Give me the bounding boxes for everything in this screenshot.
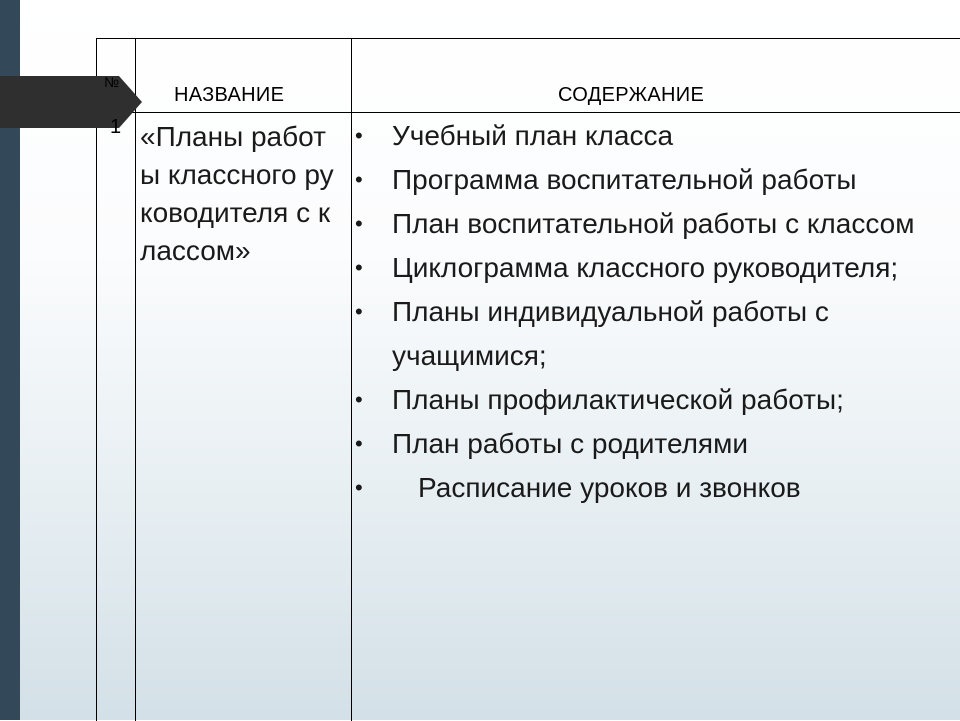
row-name: «Планы работы классного руководителя с классом»	[140, 121, 334, 266]
list-item: • Планы индивидуальной работы с учащимися;	[352, 290, 952, 378]
column-divider	[135, 39, 136, 721]
header-content: СОДЕРЖАНИЕ	[558, 84, 705, 106]
list-item: • Планы профилактической работы;	[352, 378, 952, 422]
list-item: • План воспитательной работы с классом	[352, 202, 952, 246]
header-divider	[97, 112, 960, 113]
list-item: • Программа воспитательной работы	[352, 158, 952, 202]
row-number: 1	[110, 116, 122, 138]
content-list	[352, 114, 952, 510]
bullet-icon: •	[355, 123, 363, 148]
bullet-icon: •	[355, 475, 363, 500]
bullet-icon: •	[355, 431, 363, 456]
bullet-icon: •	[355, 299, 363, 324]
bullet-icon: •	[355, 211, 363, 236]
list-item: • Учебный план класса	[352, 114, 952, 158]
header-name: НАЗВАНИЕ	[174, 84, 285, 106]
bullet-icon: •	[355, 255, 363, 280]
bullet-icon: •	[355, 167, 363, 192]
list-item: • Расписание уроков и звонков	[352, 466, 952, 510]
list-item: • План работы с родителями	[352, 422, 952, 466]
list-item: • Циклограмма классного руководителя;	[352, 246, 952, 290]
header-number: №	[104, 74, 120, 90]
bullet-icon: •	[355, 387, 363, 412]
